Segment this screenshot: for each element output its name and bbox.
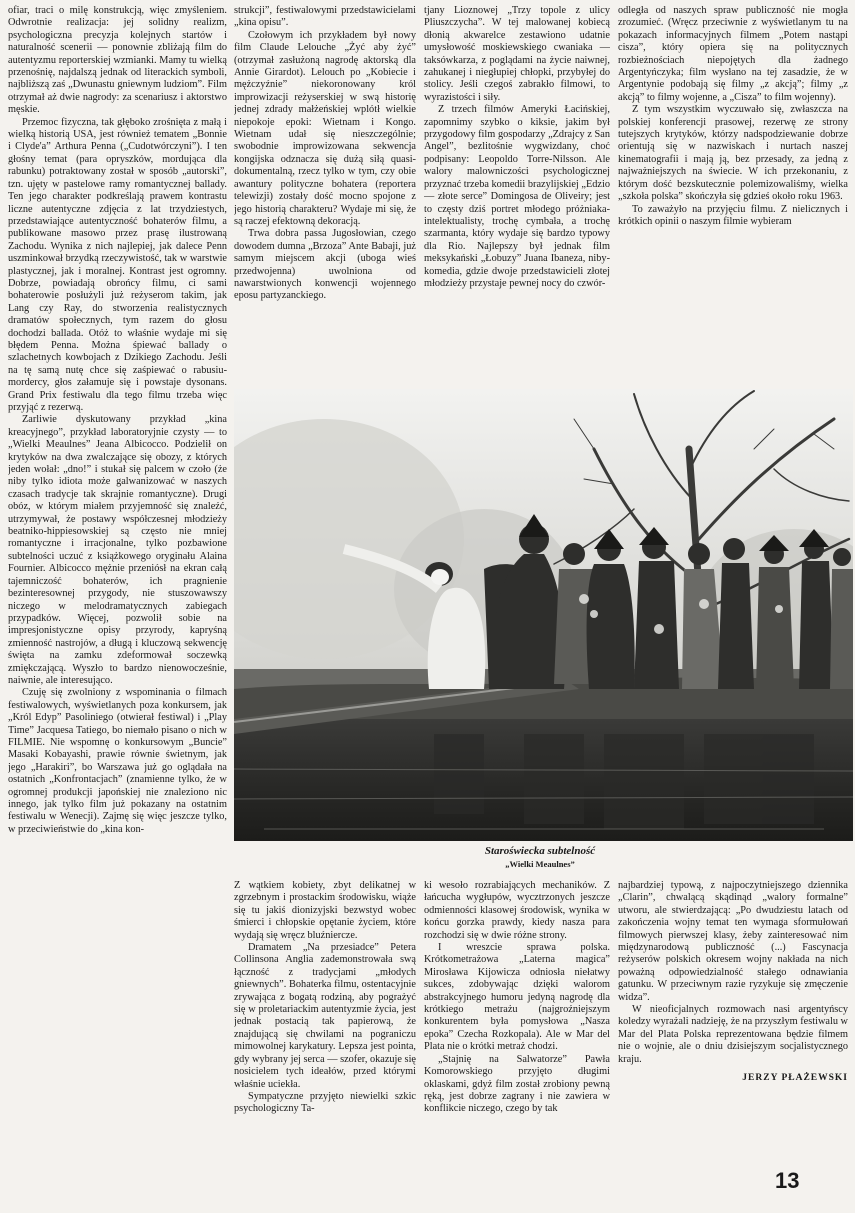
paragraph: Z tym wszystkim wyczuwało się, zwłaszcza na polskiej konferencji prasowej, rezerwę ze strony tutejszych krytyków, którzy nadspodziewanie dobrze orientują się w nazwiskach i nurtach naszej kinematografii i mają ją, bez przesady, za jedną z najważniejszych na świecie. W ich przekonaniu, z którym dość bezskutecznie polemizowaliśmy, wielka „szkoła polska” skończyła się gdzieś około roku 1963.: [618, 104, 848, 203]
paragraph: odległa od naszych spraw publiczność nie mogła zrozumieć. (Wręcz przeciwnie z wyświetlanym tu na pokazach informacyjnych filmem „Potem nastąpi cisza”, który opiera się na politycznych rozbieżnościach niepojętych dla żadnego Argentyńczyka; film wysłano na tej zasadzie, że w Argentynie podobają się filmy „z akcją”; filmy „z akcją” to filmy wojenne, a „Cisza” to film wojenny).: [618, 5, 848, 103]
paragraph: najbardziej typową, z najpoczytniejszego dziennika „Clarin”, chwalącą skądinąd „walory formalne” utworu, ale stwierdzającą: „Po dwudziestu latach od zakończenia wojny temat ten wymaga sformułowań filmowych pierwszej klasy, żeby zainteresować nim międzynarodową publiczność (...) Fascynacja reżyserów polskich okresem wojny nakłada na nich poważną odpowiedzialność stałego odnawiania gatunku. W przeciwnym razie ryzykuje się zmęczenie widza”.: [618, 880, 848, 1003]
caption-subtitle: „Wielki Meaulnes”: [505, 859, 575, 869]
paragraph: W nieoficjalnych rozmowach nasi argentyńscy koledzy wyrażali nadzieję, że na przyszłym festiwalu w Mar del Plata Polska reprezentowana będzie filmem nie o wojnie, ale o dniu dzisiejszym socjalistycznego kraju.: [618, 1004, 848, 1065]
paragraph: „Stajnię na Salwatorze” Pawła Komorowskiego przyjęto długimi oklaskami, gdyż film został zrobiony pewną ręką, jest dobrze zagrany i nie zawiera w konflikcie niczego, czego by tak: [424, 1053, 610, 1115]
author-signature: JERZY PŁAŻEWSKI: [742, 1073, 848, 1084]
film-still-photo: [234, 389, 853, 841]
article-column-4-top: [618, 5, 848, 383]
page-number: 13: [775, 1168, 800, 1193]
paragraph: Czuję się zwolniony z wspominania o filmach festiwalowych, wyświetlanych poza konkursem, jak „Król Edyp” Pasoliniego (otwierał festiwal) i „Play Time” Jacquesa Tatiego, bo niemało pisano o nich w FILMIE. Nie wspomnę o konkursowym „Buncie” Masaki Kobayashi, prawie równie świetnym, jak jego „Harakiri”, bo Warszawa już go oglądała na ostatnich „Konfrontacjach” (znamienne tylko, że w ogromnej produkcji japońskiej nie znaleziono nic innego, jak tylko film już pokazany na ostatnim festiwalu w Wenecji). Zajmę się więc jeszcze tylko, w przeciwieństwie do „kina kon-: [8, 687, 227, 835]
paragraph: Trwa dobra passa Jugosłowian, czego dowodem dumna „Brzoza” Ante Babaji, już samym miejscem akcji (uboga wieś przedwojenna) uwolniona od nawarstwionych konwencji wojennego eposu partyzanckiego.: [234, 228, 416, 302]
paragraph: ofiar, traci o milę konstrukcją, więc zmyśleniem. Odwrotnie realizacja: jej solidny realizm, psychologiczna precyzja kolejnych startów i naturalność scenerii — ponownie zbliżają film do autentyzmu reporterskiej wzmianki. Mamy tu wielką przenośnię, najdalszą jednak od literackich symboli, najbliższą zaś „Dwunastu gniewnym ludziom”. Film otrzymał aż dwie nagrody: za scenariusz i aktorstwo męskie.: [8, 5, 227, 116]
paragraph: Z wątkiem kobiety, zbyt delikatnej w zgrzebnym i prostackim środowisku, wiąże się tu jakiś dionizyjski bezwstyd wobec śmierci i chłopskie opętanie życiem, które wydają się wręcz bluźniercze.: [234, 880, 416, 941]
caption-title: Staroświecka subtelność: [484, 845, 596, 857]
article-column-4-bottom: [618, 880, 848, 1148]
paragraph: To zaważyło na przyjęciu filmu. Z nielicznych i krótkich opinii o naszym filmie wybieram: [618, 203, 848, 227]
paragraph: ki wesoło rozrabiających mechaników. Z łańcucha wygłupów, wycztrzonych jeszcze odmienności klasowej środowisk, wynika w końcu gorzka prawdy, kiedy nasza para rozchodzi się w dwie różne strony.: [424, 880, 610, 941]
photo-caption: [390, 845, 690, 869]
paragraph: Z trzech filmów Ameryki Łacińskiej, zapomnimy szybko o kiksie, jakim był przygodowy film gospodarzy „Zdrajcy z San Angel”, bezlitośnie wygwizdany, choć podpisany: Leopoldo Torre-Nilsson. Ale walory malowniczości psychologicznej przyznać trzeba komedii brazylijskiej „Edzio — złote serce” Domingosa de Oliveiry; jest to częsty dziś portret młodego próżniaka-intelektualisty, trochę cymbała, a trochę szarmanta, który wydaje się bardzo typowy dla Rio. Najlepszy był jednak film meksykański „Łobuzy” Juana Ibaneza, niby-komedia, gdzie dwoje przedstawicieli złotej młodzieży przystaje pewnej nocy do czwór-: [424, 104, 610, 289]
paragraph: Czołowym ich przykładem był nowy film Claude Lelouche „Żyć aby żyć” (otrzymał zasłużoną nagrodę aktorską dla Annie Girardot). Lelouch po „Kobiecie i mężczyźnie” niekoronowany król improwizacji reżyserskiej w swą historię jednej zdrady małżeńskiej wplótł wielkie niepokoje epoki: Wietnam i Kongo. Wietnam udał się nieszczególnie; swobodnie improwizowana sekwencja kongijska odznacza się dużą siłą quasi-dokumentalną, rzecz tylko w tym, czy obie awantury polityczne bohatera (reportera telewizji) zostały dość mocno spojone z jego historią charakteru? Wydaje mi się, że są raczej efektowną dekoracją.: [234, 29, 416, 227]
paragraph: Przemoc fizyczna, tak głęboko zrośnięta z małą i wielką historią USA, jest również tematem „Bonnie i Clyde'a” Arthura Penna („Cudotwórczyni”). I ten głośny temat (para opryszków, mordująca dla rabunku) potraktowany został w sposób „autorski”, tzn. ujęty w pastelowe ramy romantycznej ballady. Ten jego charakter podkreślają prawem kontrastu liczne autentyczne zdjęcia z lat trzydziestych, przedstawiające autentyczność bohaterów filmu, a publikowane masowo przez prasę ilustrowaną Zachodu. Wynika z nich najlepiej, jak dalece Penn uszminkował brzydką rzeczywistość, tak w warstwie plastycznej, jak i moralnej. Kontrast jest ogromny. Dobrze, powiadają obrońcy filmu, ci sami bohaterowie posłużyli już reżyserom takim, jak Lang czy Ray, do stworzenia realistycznych dramatów społecznych, tym razem do głosu dochodzi ballada. Otóż to właśnie wydaje mi się błędem Penna. Można śpiewać ballady o szlachetnych kowbojach z Dzikiego Zachodu. Jeśli na tę samą nutę chce się zaśpiewać o rabusiu-mordercy, głos załamuje się i powstaje dysonans. Grand Prix festiwalu dla tego filmu trzeba więc przyjąć z rezerwą.: [8, 116, 227, 413]
paragraph: Sympatyczne przyjęto niewielki szkic psychologiczny Ta-: [234, 1090, 416, 1115]
article-column-1: [8, 5, 227, 1183]
article-column-3-top: [424, 5, 610, 383]
article-column-3-bottom: [424, 880, 610, 1183]
paragraph: Zarliwie dyskutowany przykład „kina kreacyjnego”, przykład laboratoryjnie czysty — to „Wielki Meaulnes” Jeana Albicocco. Podzielił on krytyków na dwa zwalczające się obozy, z których jeden wołał: „dno!” i stukał się palcem w czoło (że niby tylko idiota może galwanizować w naszych czasach tradycje tak skrajnie romantyczne). Drugi obóz, w którym miałem przyjemność się znaleźć, utrzymywał, że postawy współczesnej młodzieży beatniko-hippiesowskiej są często nie mniej romantyczne i irracjonalne, tylko pozbawione subtelności uczuć z książkowego oryginału Alaina Fournier. Albicocco mężnie przeniósł na ekran całą tajemniczość bohaterów, ich pragnienie bezinteresownej przygody, nie stuszowawszy niczego w melodramatycznych zabiegach przypadków. Więcej, pozwolił sobie na impresjonistyczne opisy przyrody, kapryśną zmienność nastrojów, a długą i kluczową sekwencję święta na zamku zdeformował soczewką zmiękczającą. Wyszło to bardzo nienowocześnie, naiwnie, ale interesująco.: [8, 414, 227, 686]
article-column-2-bottom: [234, 880, 416, 1183]
paragraph: strukcji”, festiwalowymi przedstawicielami „kina opisu”.: [234, 5, 416, 29]
paragraph: Dramatem „Na przesiadce” Petera Collinsona Anglia zademonstrowała swą łączność z tradycjami „młodych gniewnych”. Bohaterka filmu, ostentacyjnie zrywająca z bogatą rodziną, aby pograżyć się w proletariackim autentyzmie życia, jest jednak postacią tak papierową, że znajdującą się chwilami na pograniczu mimowolnej karykatury. Lepsza jest pointa, gdy wybrany jej serca — szofer, okazuje się nosicielem tych ideałów, przed którymi właśnie uciekła.: [234, 942, 416, 1090]
article-column-2-top: [234, 5, 416, 383]
paragraph: tjany Lioznowej „Trzy topole z ulicy Pliuszczycha”. W tej malowanej kobiecą dłonią akwarelce zestawiono udatnie umysłowość moskiewskiego cwaniaka — taksówkarza, z poglądami na życie naiwnej, zahukanej i niegłupiej chłopki, przybyłej do stolicy. Jeśli czegoś zabrakło filmowi, to wyrazistości i siły.: [424, 5, 610, 103]
photo-illustration: [234, 389, 853, 841]
paragraph: I wreszcie sprawa polska. Krótkometrażowa „Laterna magica” Mirosława Kijowicza odniosła niełatwy sukces, zdobywając dzięki walorom abstrakcyjnego humoru jedyną nagrodę dla krótkiego metrażu (najgroźniejszym konkurentem była pomysłowa „Nasza epoka” Czecha Rozkopala). Ale w Mar del Plata nie o krótki metraż chodzi.: [424, 942, 610, 1053]
